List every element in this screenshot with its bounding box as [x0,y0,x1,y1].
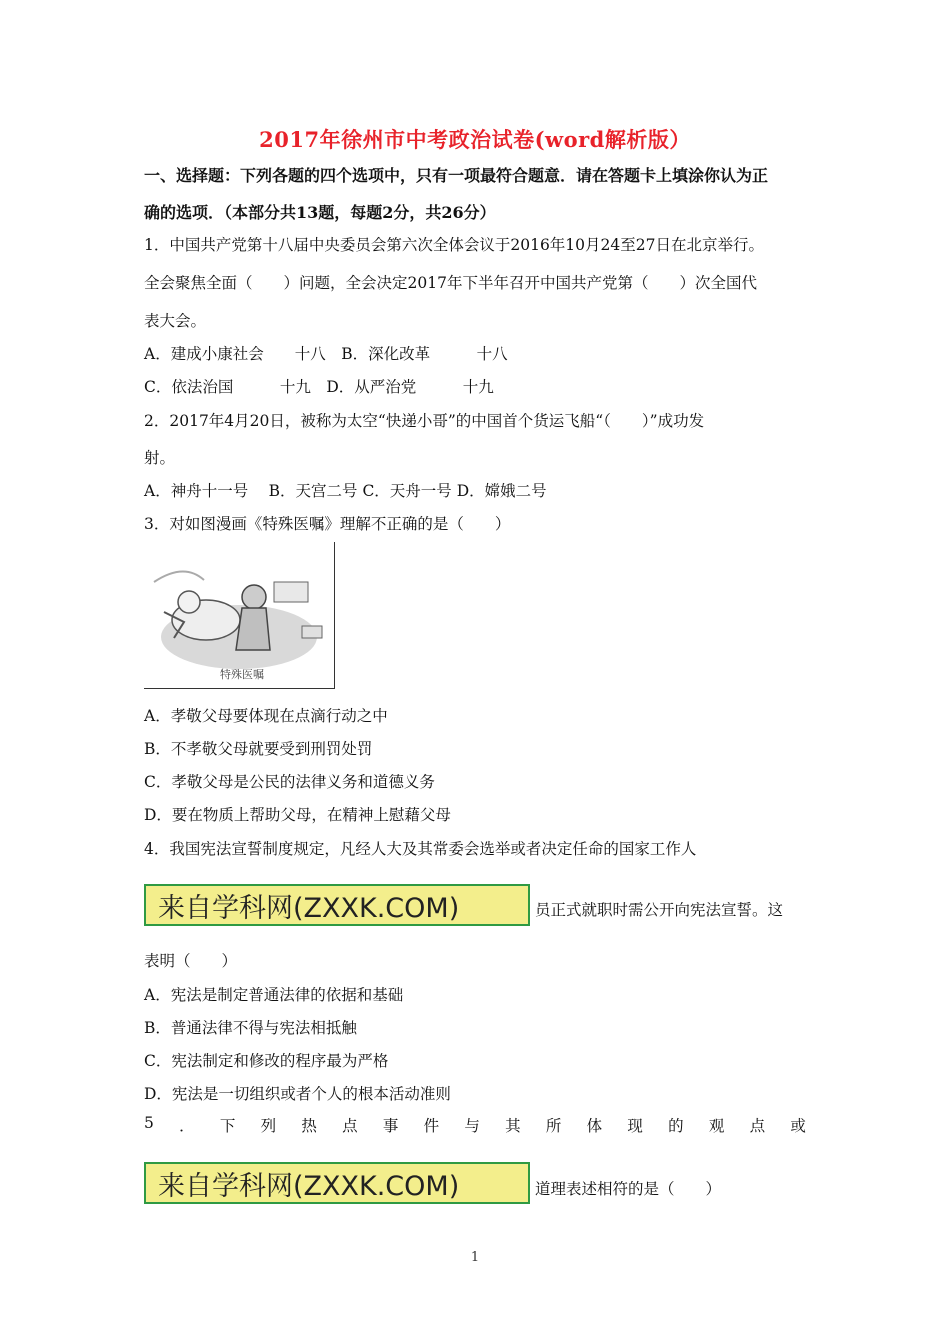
q3-option-c: C．孝敬父母是公民的法律义务和道德义务 [144,773,435,791]
cartoon-caption: 特殊医嘱 [220,668,264,681]
q4-option-d: D．宪法是一切组织或者个人的根本活动准则 [144,1085,451,1103]
q5-char: 观 [708,1117,725,1135]
q1-options-ab: A．建成小康社会 十八 B．深化改革 十八 [144,345,508,363]
cartoon-illustration [144,542,334,688]
q5-char: 列 [260,1117,277,1135]
q5-char: ． [179,1117,195,1135]
watermark-banner: 来自学科网(ZXXK.COM) [144,884,530,926]
cartoon-image [144,542,335,689]
q5-char: 5 [144,1114,154,1132]
q4-line1: 4．我国宪法宣誓制度规定，凡经人大及其常委会选举或者决定任命的国家工作人 [144,840,697,858]
q5-line1 [144,1114,806,1136]
page-number: 1 [470,1250,480,1265]
q4-option-a: A．宪法是制定普通法律的依据和基础 [144,986,404,1004]
q5-char: 下 [219,1117,236,1135]
q5-char: 与 [464,1117,480,1135]
q5-char: 点 [749,1117,766,1135]
q3-line1: 3．对如图漫画《特殊医嘱》理解不正确的是（ ） [144,515,511,533]
q5-char: 或 [790,1117,806,1135]
q5-char: 其 [505,1117,521,1135]
section-heading-line2: 确的选项．（本部分共13题，每题2分，共26分） [144,203,496,222]
q5-char: 事 [382,1117,399,1135]
q4-line3: 表明（ ） [144,952,238,970]
q5-char: 体 [586,1117,603,1135]
q5-char: 现 [627,1117,643,1135]
q5-char: 的 [668,1117,684,1135]
watermark-banner: 来自学科网(ZXXK.COM) [144,1162,530,1204]
q5-char: 所 [545,1117,562,1135]
q5-char: 点 [342,1117,358,1135]
q5-line2-tail: 道理表述相符的是（ ） [535,1180,722,1198]
document-title: 2017年徐州市中考政治试卷(word解析版） [259,127,691,152]
q4-line2-tail: 员正式就职时需公开向宪法宣誓。这 [535,901,784,919]
q1-line2: 全会聚焦全面（ ）问题，全会决定2017年下半年召开中国共产党第（ ）次全国代 [144,274,757,292]
q1-line1: 1．中国共产党第十八届中央委员会第六次全体会议于2016年10月24至27日在北京举行。 [144,236,764,254]
q4-option-b: B．普通法律不得与宪法相抵触 [144,1019,357,1037]
q5-char: 热 [301,1117,317,1135]
q4-option-c: C．宪法制定和修改的程序最为严格 [144,1052,389,1070]
section-heading-line1: 一、选择题：下列各题的四个选项中，只有一项最符合题意．请在答题卡上填涂你认为正 [144,166,769,185]
q5-char: 件 [423,1117,440,1135]
q3-option-b: B．不孝敬父母就要受到刑罚处罚 [144,740,373,758]
q1-options-cd: C．依法治国 十九 D．从严治党 十九 [144,378,494,396]
q3-option-a: A．孝敬父母要体现在点滴行动之中 [144,707,388,725]
q2-options: A．神舟十一号 B．天宫二号 C．天舟一号 D．嫦娥二号 [144,482,547,500]
q1-line3: 表大会。 [144,312,207,330]
q2-line2: 射。 [144,449,176,467]
q2-line1: 2．2017年4月20日，被称为太空“快递小哥”的中国首个货运飞船“（ ）”成功发 [144,412,705,430]
q3-option-d: D．要在物质上帮助父母，在精神上慰藉父母 [144,806,451,824]
